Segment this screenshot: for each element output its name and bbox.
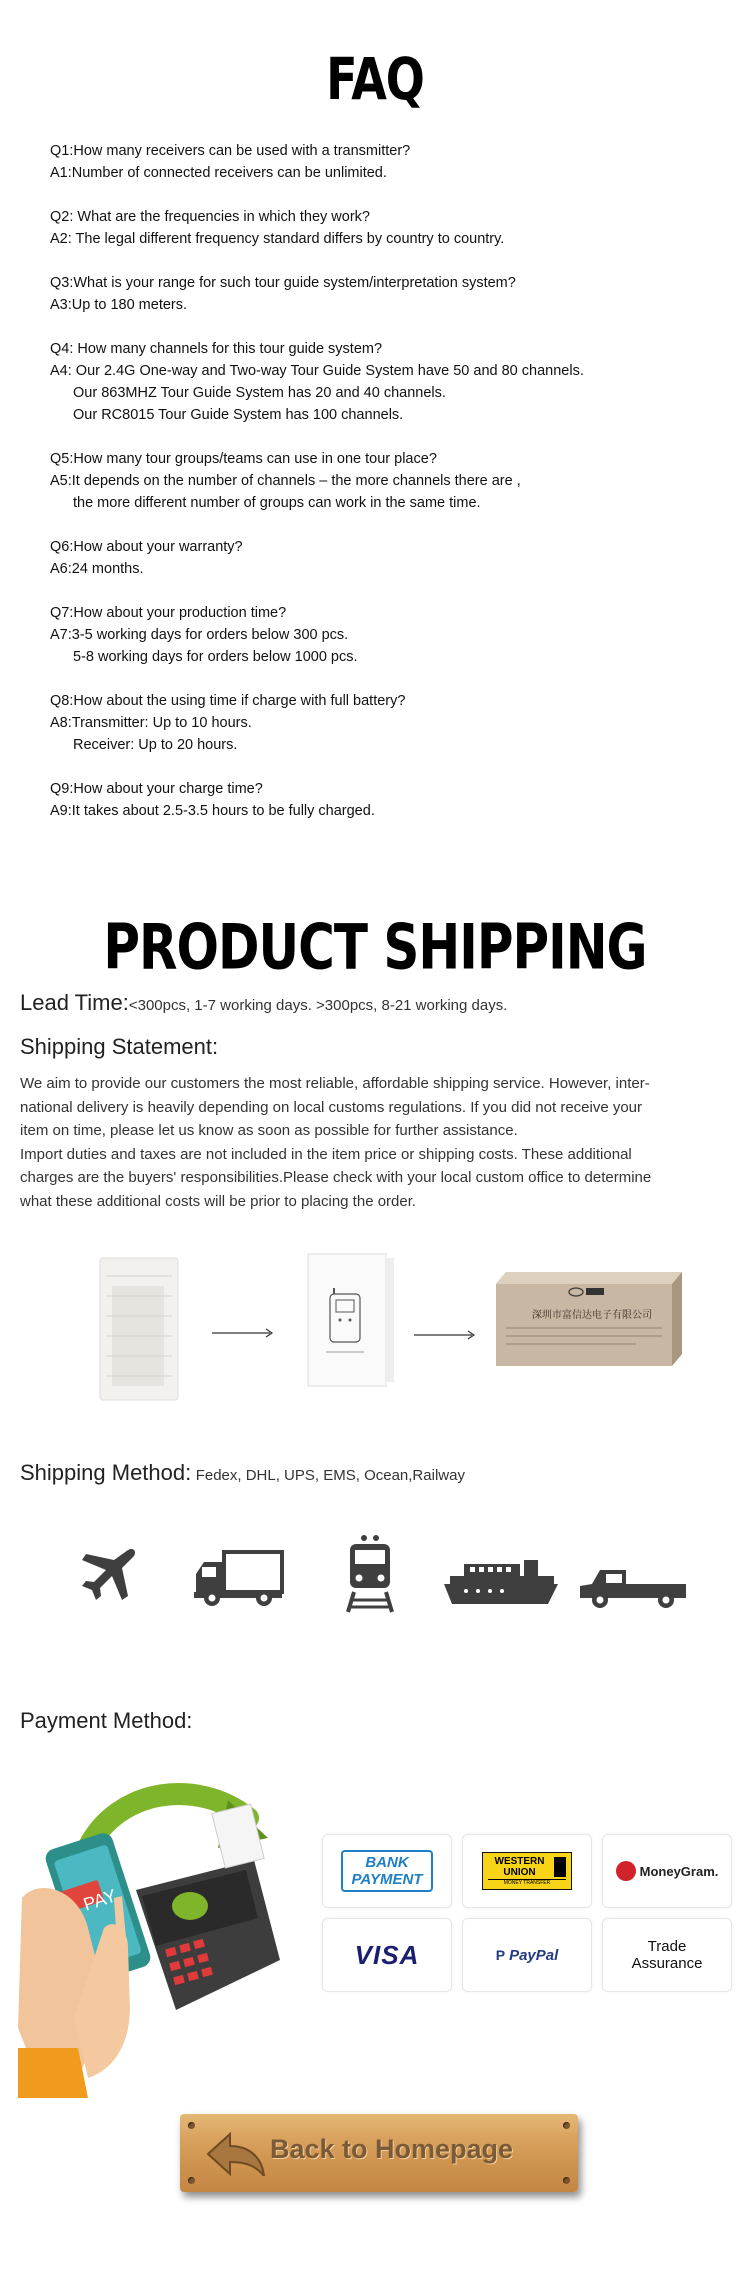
wu-line1: WESTERN [494, 1856, 545, 1867]
payment-illustration [18, 1778, 318, 2098]
arrow-right-icon [212, 1325, 274, 1335]
bank-line1: BANK [365, 1854, 409, 1871]
faq-item [50, 448, 710, 514]
faq-item [50, 272, 710, 316]
visa-text: VISA [354, 1939, 420, 1970]
bank-line2: PAYMENT [351, 1871, 423, 1888]
shipping-title: PRODUCT SHIPPING [103, 910, 647, 984]
white-box-image [306, 1252, 396, 1388]
moneygram-text: MoneyGram. [639, 1863, 719, 1879]
faq-answer-line: Our RC8015 Tour Guide System has 100 channels. [73, 407, 404, 423]
faq-answer-line: Receiver: Up to 20 hours. [73, 737, 238, 753]
truck-icon [194, 1550, 284, 1608]
faq-answer-line: the more different number of groups can work in the same time. [73, 495, 481, 511]
paypal-icon: P [495, 1947, 506, 1963]
faq-question: Q1:How many receivers can be used with a transmitter? [50, 143, 411, 159]
statement-line: what these additional costs will be prior to placing the order. [20, 1192, 417, 1210]
moneygram-logo [602, 1834, 732, 1908]
faq-question: Q5:How many tour groups/teams can use in one tour place? [50, 451, 437, 467]
faq-question: Q6:How about your warranty? [50, 539, 243, 555]
faq-answer: A5:It depends on the number of channels – the more channels there are , [50, 473, 521, 489]
lead-time-value: <300pcs, 1-7 working days. >300pcs, 8-21 working days. [128, 997, 508, 1014]
faq-answer-line: 5-8 working days for orders below 1000 pcs. [73, 649, 358, 665]
carton-company-name: 深圳市富信达电子有限公司 [532, 1310, 652, 1321]
pickup-truck-icon [578, 1566, 688, 1610]
paypal-logo [462, 1918, 592, 1992]
foam-bag-image [98, 1256, 180, 1402]
statement-line: Import duties and taxes are not included in the item price or shipping costs. These additional [20, 1145, 632, 1163]
statement-line: item on time, please let us know as soon as possible for further assistance. [20, 1122, 518, 1139]
nail-icon [188, 2122, 195, 2129]
nail-icon [563, 2177, 570, 2184]
faq-item [50, 602, 710, 668]
shipping-method-value: Fedex, DHL, UPS, EMS, Ocean,Railway [195, 1467, 465, 1484]
faq-question: Q8:How about the using time if charge with full battery? [50, 693, 406, 709]
faq-answer: A7:3-5 working days for orders below 300 pcs. [50, 627, 349, 643]
faq-question: Q2: What are the frequencies in which they work? [50, 209, 370, 225]
faq-item [50, 206, 710, 250]
shipping-statement-text [20, 1072, 720, 1213]
ship-icon [444, 1560, 558, 1606]
trade-line2: Assurance [631, 1955, 703, 1972]
western-union-logo [462, 1834, 592, 1908]
nail-icon [563, 2122, 570, 2129]
faq-item [50, 338, 710, 426]
faq-answer: A8:Transmitter: Up to 10 hours. [50, 715, 252, 731]
statement-line: charges are the buyers' responsibilities.Please check with your local custom office to determine [20, 1169, 652, 1186]
statement-line: national delivery is heavily depending on local customs regulations. If you did not receive your [20, 1098, 643, 1116]
airplane-icon [78, 1544, 140, 1606]
faq-question: Q7:How about your production time? [50, 605, 287, 621]
faq-title: FAQ [326, 45, 424, 113]
train-icon [342, 1534, 398, 1614]
wu-line2: UNION [503, 1867, 536, 1878]
faq-question: Q4: How many channels for this tour guide system? [50, 341, 383, 357]
faq-answer: A9:It takes about 2.5-3.5 hours to be fully charged. [50, 803, 375, 819]
back-to-homepage-button[interactable] [180, 2114, 578, 2192]
lead-time [20, 990, 507, 1016]
faq-list [50, 140, 710, 844]
payment-method-label: Payment Method: [20, 1708, 193, 1733]
visa-logo [322, 1918, 452, 1992]
moneygram-icon [616, 1861, 636, 1881]
wu-sub: MONEY TRANSFER [488, 1879, 566, 1886]
faq-question: Q9:How about your charge time? [50, 781, 263, 797]
trade-assurance-logo [602, 1918, 732, 1992]
shipping-method-label: Shipping Method: [20, 1460, 192, 1485]
wu-mark [554, 1857, 566, 1877]
faq-answer-line: Our 863MHZ Tour Guide System has 20 and 40 channels. [73, 385, 446, 401]
bank-payment-logo [322, 1834, 452, 1908]
faq-answer: A1:Number of connected receivers can be unlimited. [50, 165, 387, 181]
shipping-statement-label: Shipping Statement: [20, 1034, 219, 1059]
faq-item [50, 140, 710, 184]
back-to-homepage-label: Back to Homepage [270, 2134, 514, 2164]
faq-answer: A2: The legal different frequency standard differs by country to country. [50, 231, 505, 247]
shipping-method [20, 1460, 465, 1486]
trade-line1: Trade [647, 1938, 687, 1955]
faq-item [50, 536, 710, 580]
arrow-right-icon [414, 1327, 476, 1337]
paypal-text: PayPal [509, 1946, 559, 1964]
faq-item [50, 778, 710, 822]
carton-box-image [496, 1270, 682, 1366]
lead-time-label: Lead Time: [20, 990, 129, 1015]
faq-answer: A3:Up to 180 meters. [50, 297, 188, 313]
faq-question: Q3:What is your range for such tour guide system/interpretation system? [50, 275, 516, 291]
faq-answer: A4: Our 2.4G One-way and Two-way Tour Guide System have 50 and 80 channels. [50, 363, 584, 379]
nail-icon [188, 2177, 195, 2184]
back-arrow-icon [206, 2132, 266, 2176]
statement-line: We aim to provide our customers the most reliable, affordable shipping service. However, inter- [20, 1075, 650, 1092]
pay-label: PAY [80, 1885, 119, 1915]
faq-item [50, 690, 710, 756]
faq-answer: A6:24 months. [50, 561, 144, 577]
